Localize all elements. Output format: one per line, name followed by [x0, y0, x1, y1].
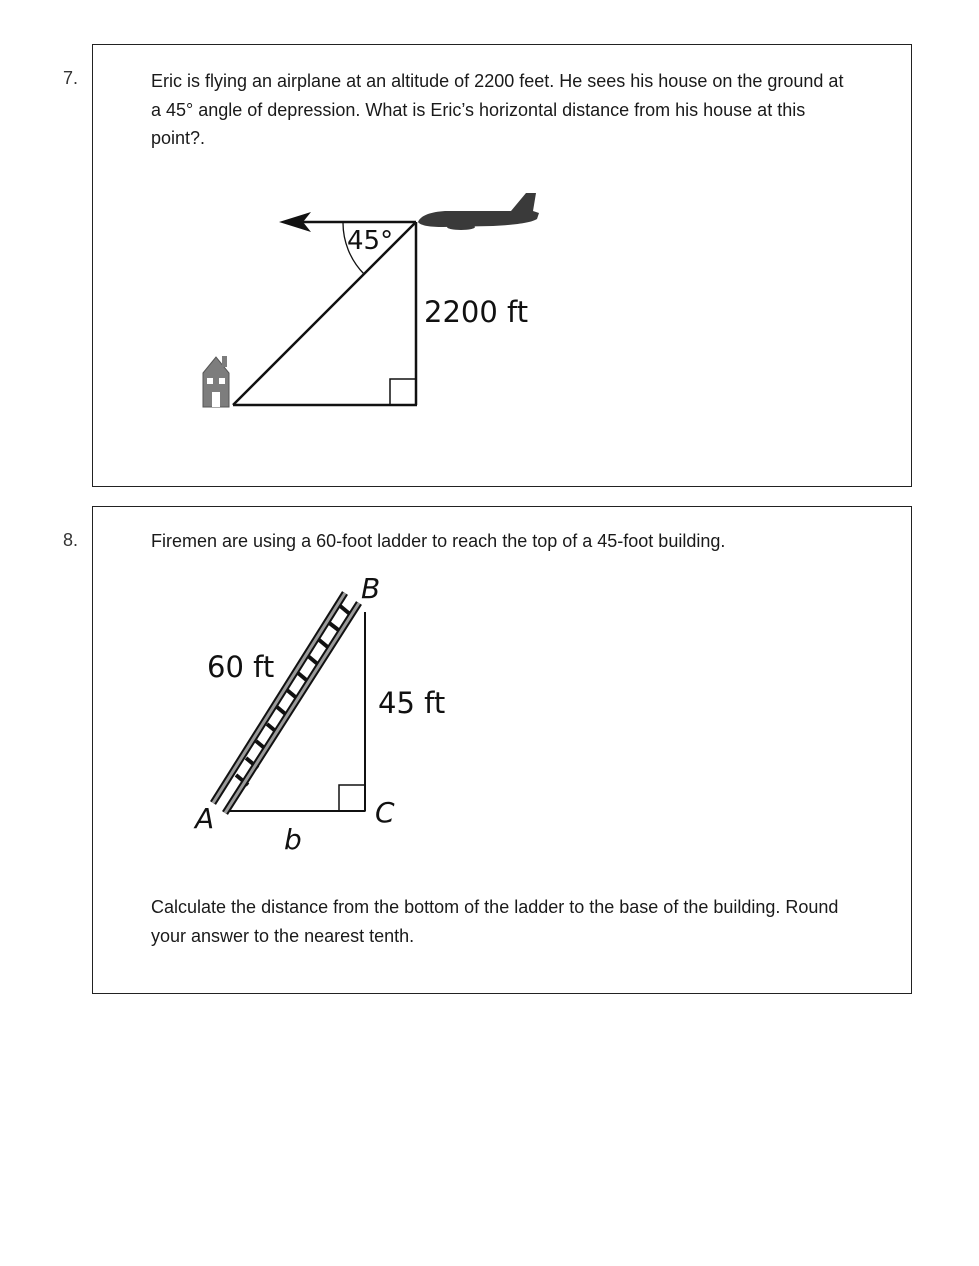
- question-8-text: Firemen are using a 60-foot ladder to reach the top of a 45-foot building.: [151, 531, 726, 551]
- building-height-label: 45 ft: [378, 686, 446, 720]
- vertex-a-label: A: [195, 802, 215, 835]
- right-angle-icon: [339, 785, 365, 811]
- ladder-length-label: 60 ft: [207, 650, 275, 684]
- ladder-icon: [213, 593, 359, 813]
- question-7-box: [92, 44, 912, 487]
- question-8-followup-text: Calculate the distance from the bottom of the ladder to the base of the building. Round your answer to the nearest tenth.: [151, 897, 839, 946]
- right-angle-icon: [390, 379, 416, 405]
- vertex-b-label: B: [361, 572, 381, 605]
- airplane-icon: [418, 193, 539, 230]
- vertex-c-label: C: [375, 796, 395, 829]
- base-b-label: b: [284, 823, 302, 856]
- ladder-diagram: [193, 567, 493, 867]
- question-7-text: Eric is flying an airplane at an altitude of 2200 feet. He sees his house on the ground at a 45° angle of depression. What is Eric’s horizontal distance from his house at this point?.: [151, 71, 844, 148]
- altitude-label: 2200 ft: [424, 295, 529, 329]
- house-icon: [203, 356, 229, 407]
- airplane-diagram: [193, 185, 553, 425]
- question-8-number: 8.: [63, 530, 79, 550]
- question-8-box: [92, 506, 912, 994]
- question-7-number: 7.: [63, 68, 79, 88]
- angle-label: 45°: [347, 226, 394, 256]
